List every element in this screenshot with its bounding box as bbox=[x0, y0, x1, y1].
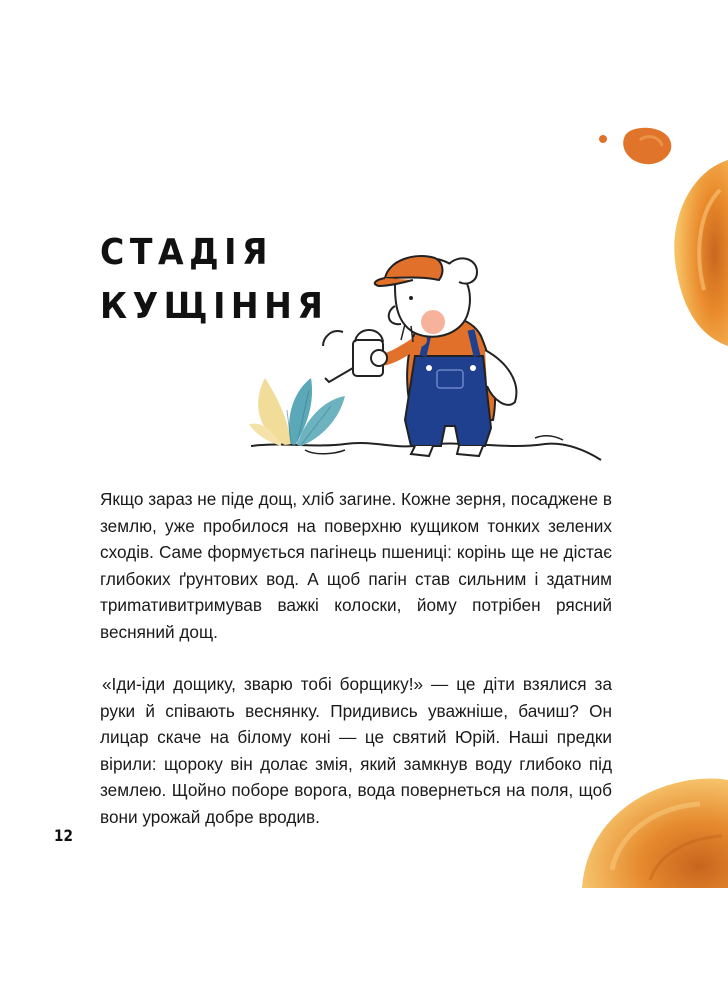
orange-pebble bbox=[623, 128, 671, 164]
sprout-icon bbox=[249, 378, 345, 446]
page-number: 12 bbox=[54, 826, 73, 845]
farmer-figure bbox=[371, 256, 516, 456]
title-line-1: СТАДІЯ bbox=[100, 232, 273, 273]
body-text bbox=[100, 486, 612, 830]
paragraph-2: «Іди-іди дощику, зварю тобі борщику!» — це діти взялися за руки й співають веснянку. Придивись уважніше, бачиш? Он лицар скаче на білому коні — це святий Юрій. Наші предки вірили: щороку він долає змія, який замкнув воду глибоко під землею. Щойно поборе ворога, вода повернеться на поля, щоб вони урожай добре вродив. bbox=[100, 674, 612, 827]
paragraph-1: Якщо зараз не піде дощ, хліб загине. Кожне зерня, посаджене в землю, уже пробилося на поверхню кущиком тонких зелених сходів. Саме формується пагінець пшениці: корінь ще не дістає глибоких ґрунтових вод. А щоб пагін став сильним і здатним триmативитримував важкі колоски, йому потрібен рясний весняний дощ. bbox=[100, 489, 612, 642]
farmer-illustration bbox=[245, 250, 605, 470]
orange-dot bbox=[599, 135, 607, 143]
title-line-2: КУЩІННЯ bbox=[100, 286, 329, 327]
